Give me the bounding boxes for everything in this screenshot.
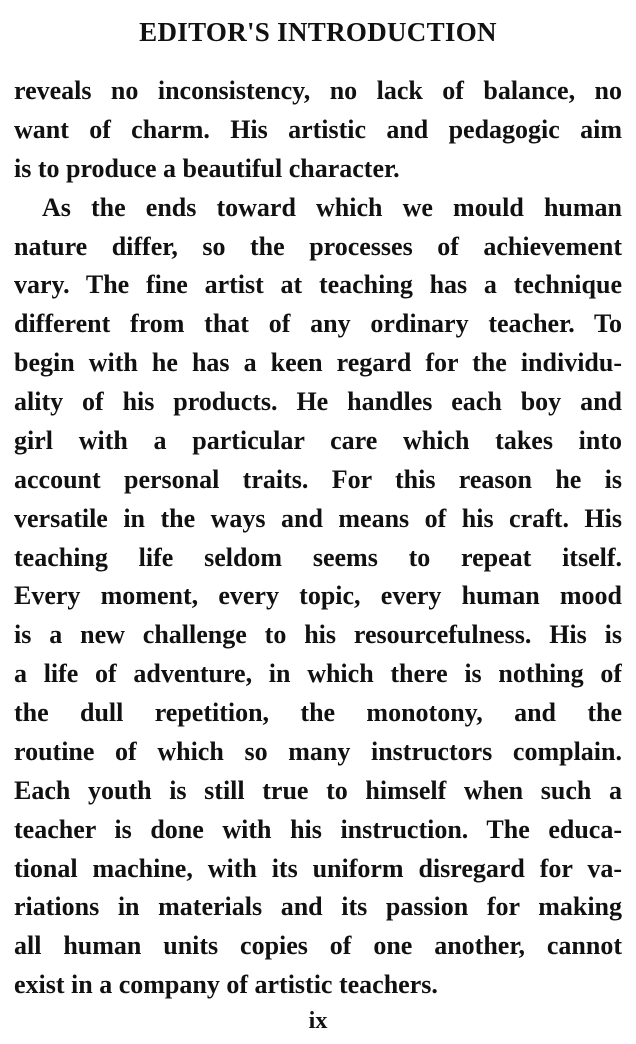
paragraph-2 bbox=[14, 189, 622, 1005]
text-line: different from that of any ordinary teacher. To bbox=[14, 309, 622, 339]
running-head: EDITOR'S INTRODUCTION bbox=[139, 17, 497, 47]
text-line: all human units copies of one another, cannot bbox=[14, 931, 622, 961]
text-line: routine of which so many instructors complain. bbox=[14, 736, 622, 766]
text-line: ality of his products. He handles each boy and bbox=[14, 387, 622, 416]
text-line: exist in a company of artistic teachers. bbox=[14, 970, 438, 1000]
text-line: begin with he has a keen regard for the individu- bbox=[14, 348, 622, 378]
text-line: vary. The fine artist at teaching has a technique bbox=[14, 270, 622, 300]
text-line: the dull repetition, the monotony, and the bbox=[14, 698, 622, 727]
text-line: want of charm. His artistic and pedagogic aim bbox=[14, 114, 622, 144]
text-line: reveals no inconsistency, no lack of balance, no bbox=[14, 76, 622, 105]
text-line: teaching life seldom seems to repeat itself. bbox=[14, 542, 622, 572]
text-line: girl with a particular care which takes into bbox=[14, 425, 622, 455]
paragraph-1 bbox=[14, 72, 622, 189]
body-text bbox=[14, 72, 622, 1005]
page-number: ix bbox=[308, 1008, 328, 1034]
text-line: a life of adventure, in which there is nothing of bbox=[14, 659, 622, 689]
text-line: versatile in the ways and means of his craft. His bbox=[14, 503, 622, 533]
text-line: is a new challenge to his resourcefulness. His is bbox=[14, 620, 622, 650]
text-line: is to produce a beautiful character. bbox=[14, 153, 400, 183]
text-line: As the ends toward which we mould human bbox=[42, 192, 622, 222]
text-line: nature differ, so the processes of achievement bbox=[14, 231, 622, 261]
text-line: Every moment, every topic, every human mood bbox=[14, 581, 622, 611]
text-line: tional machine, with its uniform disregard for va- bbox=[14, 853, 622, 883]
text-line: Each youth is still true to himself when such a bbox=[14, 775, 622, 805]
text-line: teacher is done with his instruction. The educa- bbox=[14, 814, 622, 844]
text-line: riations in materials and its passion for making bbox=[14, 892, 622, 922]
text-line: account personal traits. For this reason he is bbox=[14, 464, 622, 494]
